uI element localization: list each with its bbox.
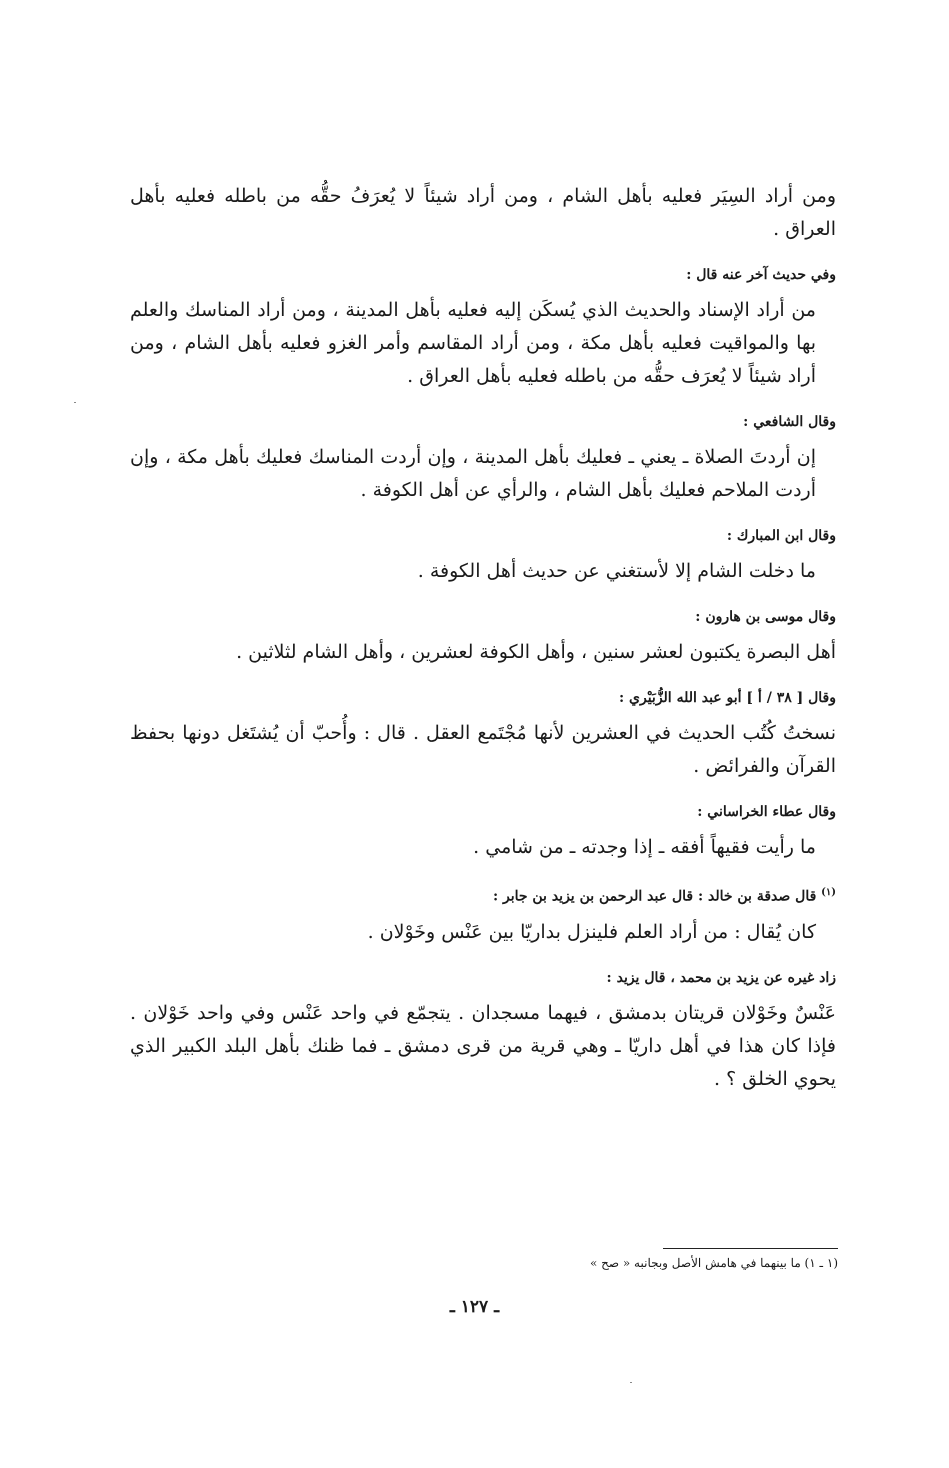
heading-4: وقال ابن المبارك : bbox=[726, 528, 836, 544]
footnote: (١ ـ ١) ما بينهما في هامش الأصل وبجانبه « صح » bbox=[589, 1256, 838, 1270]
page-body bbox=[130, 180, 836, 1096]
page-number: ـ ١٢٧ ـ bbox=[449, 1297, 500, 1317]
heading-8-text: قال صدقة بن خالد : قال عبد الرحمن بن يزيد بن جابر : bbox=[492, 888, 817, 905]
heading-2: وفي حديث آخر عنه قال : bbox=[686, 267, 836, 283]
heading-8 bbox=[130, 882, 836, 908]
heading-6: وقال [ ٣٨ / أ ] أبو عبد الله الزُّبَيْري : bbox=[618, 690, 836, 706]
paragraph-6: نسختُ كُتُب الحديث في العشرين لأنها مُجْتَمع العقل . قال : وأُحبّ أن يُشتَغل دونها بحفظ القرآن والفرائض . bbox=[130, 722, 836, 777]
heading-5: وقال موسى بن هارون : bbox=[695, 609, 836, 625]
heading-7: وقال عطاء الخراساني : bbox=[697, 804, 836, 820]
heading-9: زاد غيره عن يزيد بن محمد ، قال يزيد : bbox=[606, 969, 836, 986]
paragraph-8: كان يُقال : من أراد العلم فلينزل بداريّا بين عَنْس وخَوْلان . bbox=[367, 920, 816, 943]
paragraph-2: من أراد الإسناد والحديث الذي يُسكَن إليه فعليه بأهل المدينة ، ومن أراد المناسك والعلم بها والمواقيت فعليه بأهل مكة ، ومن أراد المقاسم وأمر الغزو فعليه بأهل الشام ، ومن أراد شيئاً لا يُعرَف حقُّه من باطله فعليه بأهل العراق . bbox=[130, 299, 816, 387]
footnote-divider bbox=[663, 1248, 838, 1249]
paragraph-1: ومن أراد السِيَر فعليه بأهل الشام ، ومن أراد شيئاً لا يُعرَفُ حقُّه من باطله فعليه بأهل العراق . bbox=[130, 185, 836, 240]
paragraph-5: أهل البصرة يكتبون لعشر سنين ، وأهل الكوفة لعشرين ، وأهل الشام لثلاثين . bbox=[236, 641, 836, 663]
paragraph-9: عَنْسٌ وخَوْلان قريتان بدمشق ، فيهما مسجدان . يتجمّع في واحد عَنْس وفي واحد خَوْلان . فإذا كان هذا في أهل داريّا ـ وهي قرية من قرى دمشق ـ فما ظنك بأهل البلد الكبير الذي يحوي الخلق ؟ . bbox=[130, 1001, 836, 1090]
paragraph-4: ما دخلت الشام إلا لأستغني عن حديث أهل الكوفة . bbox=[417, 560, 816, 582]
paragraph-7: ما رأيت فقيهاً أفقه ـ إذا وجدته ـ من شامي . bbox=[473, 836, 816, 858]
footnote-marker: (١) bbox=[821, 887, 836, 898]
scan-speck bbox=[630, 1382, 632, 1383]
heading-3: وقال الشافعي : bbox=[743, 414, 836, 430]
scan-speck bbox=[74, 402, 76, 403]
paragraph-3: إن أردتَ الصلاة ـ يعني ـ فعليك بأهل المدينة ، وإن أردت المناسك فعليك بأهل مكة ، وإن أردت الملاحم فعليك بأهل الشام ، والرأي عن أهل الكوفة . bbox=[130, 446, 816, 501]
